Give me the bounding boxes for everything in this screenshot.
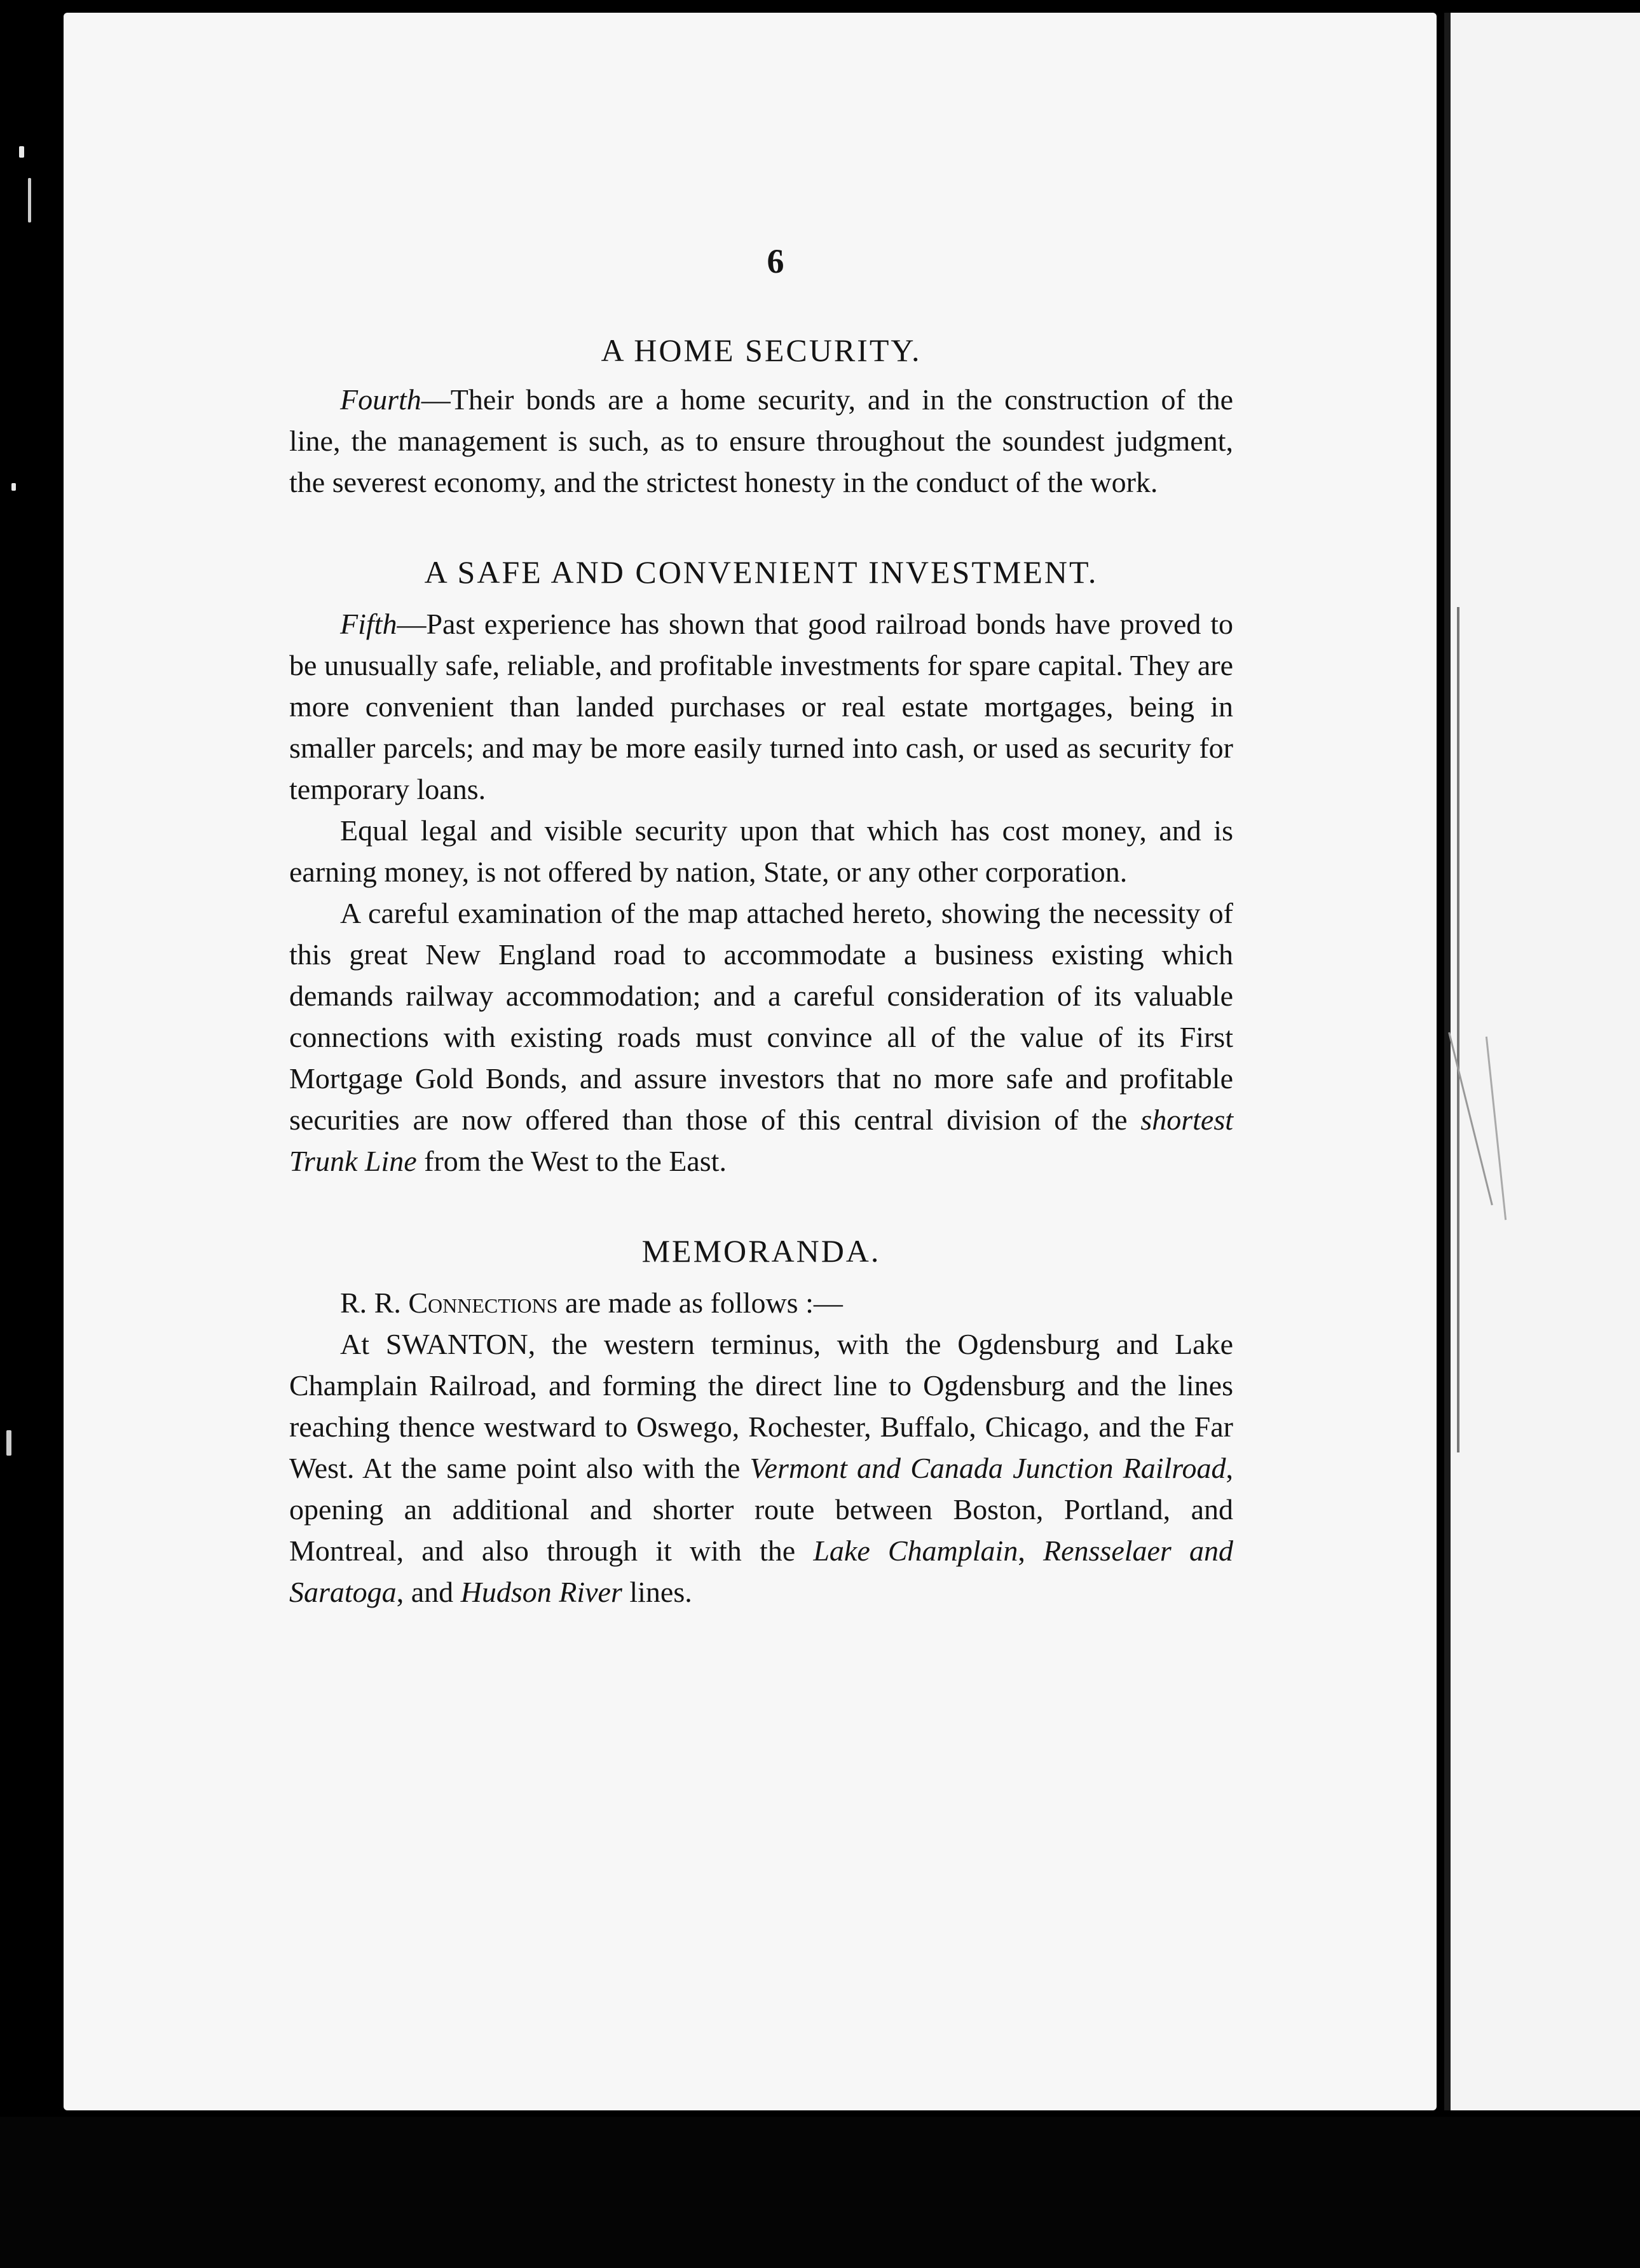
paragraph-equal-security: Equal legal and visible security upon that which has cost money, and is earning money, is not offered by nation, State, or any other corporation. [289,814,1233,888]
paragraph-careful-examination: A careful examination of the map attached hereto, showing the necessity of this great New England road to accommodate a business existing which demands railway accommodation; and a careful consideration of its valuable connections with existing roads must convince all of the value of its First Mortgage Gold Bonds, and assure investors that no more safe and profitable securities are now offered than those of this central division of the shortest Trunk Line from the West to the East. [289,897,1233,1177]
document-body [289,242,1233,1613]
emphasis-lake-champlain: Lake Champlain [813,1534,1018,1567]
lead-word-fifth: Fifth [340,608,397,640]
scan-speck [6,1430,11,1456]
scan-border [0,2117,1640,2268]
paragraph-home-security [289,379,1233,503]
paragraph-swanton: At SWANTON, the western terminus, with the Ogdensburg and Lake Champlain Railroad, and forming the direct line to Ogdensburg and the lines reaching thence westward to Oswego, Rochester, Buffalo, Chicago, and the Far West. At the same point also with the Vermont and Canada Junction Railroad, opening an additional and shorter route between Boston, Portland, and Montreal, and also through it with the Lake Champlain, Rensselaer and Saratoga, and Hudson River lines. [289,1328,1233,1608]
emphasis-trunk-line: shortest Trunk Line [289,1103,1233,1177]
paragraph-connections: R. R. Connections are made as follows :— [340,1287,843,1319]
section-heading-home-security: A HOME SECURITY. [601,332,922,368]
page-number: 6 [767,242,784,280]
safe-investment-text: —Past experience has shown that good railroad bonds have proved to be unusually safe, reliable, and profitable investments for spare capital. They are more convenient than landed purchases or real estate mortgages, being in smaller parcels; and may be more easily turned into cash, or used as security for temporary loans. [289,608,1233,805]
section-heading-safe-investment: A SAFE AND CONVENIENT INVESTMENT. [424,554,1098,590]
scan-speck [28,178,31,222]
binding-thread [1457,607,1459,1452]
emphasis-hudson-river: Hudson River [460,1576,622,1608]
connections-label: R. R. Connections [340,1287,558,1319]
home-security-text: —Their bonds are a home security, and in the construction of the line, the management is such, as to ensure throughout the soundest judgment, the severest economy, and the strictest honesty in the conduct of the work. [289,383,1233,498]
paragraph-safe-investment [289,603,1233,810]
section-heading-memoranda: MEMORANDA. [641,1233,881,1269]
scan-speck [11,483,16,491]
scan-speck [19,146,24,158]
binding-thread-loop [1448,1032,1493,1205]
lead-word-fourth: Fourth [340,383,421,416]
emphasis-rensselaer-saratoga: Rensselaer and Saratoga [289,1534,1233,1608]
facing-page-edge [1444,13,1640,2110]
emphasis-vermont-canada: Vermont and Canada Junction Railroad [749,1452,1226,1484]
